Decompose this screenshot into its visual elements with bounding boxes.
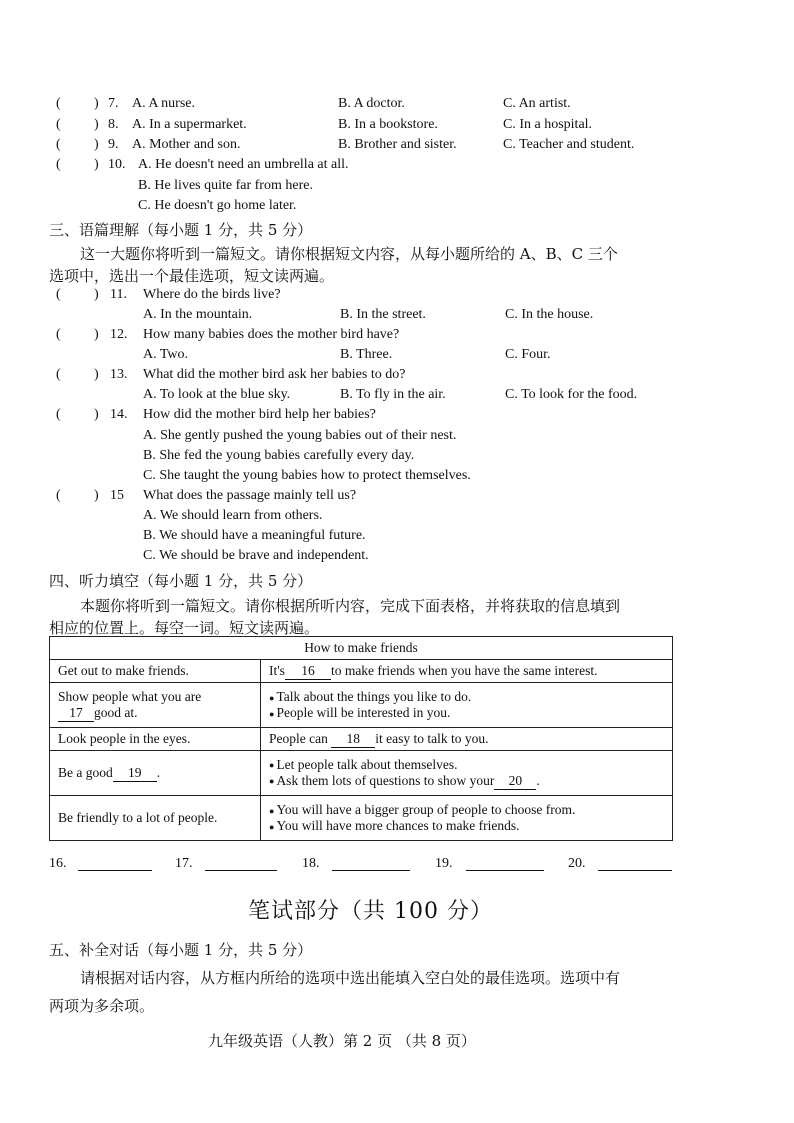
written-part-title: 笔试部分（共 100 分）	[248, 899, 493, 924]
section3-title: 三、语篇理解（每小题 1 分，共 5 分）	[49, 221, 313, 239]
bullet-icon: ●	[269, 708, 275, 719]
section5-instruction-2: 两项为多余项。	[49, 997, 155, 1015]
table-cell: ● You will have a bigger group of people to choose from. ● You will have more chances to make friends.	[261, 796, 673, 841]
table-cell: It's 16 to make friends when you have the same interest.	[261, 660, 673, 683]
answer-blank-17[interactable]	[205, 856, 277, 871]
section5-instruction: 请根据对话内容，从方框内所给的选项中选出能填入空白处的最佳选项。选项中有	[80, 969, 621, 987]
section5-title: 五、补全对话（每小题 1 分，共 5 分）	[49, 941, 313, 959]
bullet-icon: ●	[269, 692, 275, 703]
answer-blank-16[interactable]	[78, 856, 152, 871]
bullet-icon: ●	[269, 805, 275, 816]
bullet-icon: ●	[269, 760, 275, 771]
answer-blank-19[interactable]	[466, 856, 544, 871]
page-footer: 九年级英语（人教）第 2 页 （共 8 页）	[208, 1032, 476, 1050]
table-cell: Get out to make friends.	[50, 660, 261, 683]
table-row	[50, 796, 673, 841]
blank-18[interactable]: 18	[331, 731, 375, 748]
table-row	[50, 751, 673, 796]
table-row	[50, 728, 673, 751]
table-cell: ● Let people talk about themselves. ● Ask them lots of questions to show your 20 .	[261, 751, 673, 796]
bullet-icon: ●	[269, 821, 275, 832]
friends-table	[49, 636, 673, 841]
table-cell: Be friendly to a lot of people.	[50, 796, 261, 841]
answer-blank-18[interactable]	[332, 856, 410, 871]
table-row	[50, 683, 673, 728]
table-row	[50, 660, 673, 683]
answer-blank-20[interactable]	[598, 856, 672, 871]
table-cell: Look people in the eyes.	[50, 728, 261, 751]
section3-instruction: 这一大题你将听到一篇短文。请你根据短文内容，从每小题所给的 A、B、C 三个	[80, 245, 618, 263]
blank-20[interactable]: 20	[494, 773, 536, 790]
table-cell: Show people what you are 17 good at.	[50, 683, 261, 728]
blank-17[interactable]: 17	[58, 705, 94, 722]
bullet-icon: ●	[269, 776, 275, 787]
table-cell: ● Talk about the things you like to do. ● People will be interested in you.	[261, 683, 673, 728]
blank-16[interactable]: 16	[285, 663, 331, 680]
section4-instruction-2: 相应的位置上。每空一词。短文读两遍。	[49, 619, 320, 637]
blank-19[interactable]: 19	[113, 765, 157, 782]
section3-instruction-2: 选项中，选出一个最佳选项，短文读两遍。	[49, 267, 335, 285]
table-cell: People can 18 it easy to talk to you.	[261, 728, 673, 751]
table-cell: Be a good 19 .	[50, 751, 261, 796]
table-header: How to make friends	[50, 637, 673, 660]
table-header-row	[50, 637, 673, 660]
section4-instruction: 本题你将听到一篇短文。请你根据所听内容，完成下面表格，并将获取的信息填到	[80, 597, 621, 615]
section4-title: 四、听力填空（每小题 1 分，共 5 分）	[49, 572, 313, 590]
